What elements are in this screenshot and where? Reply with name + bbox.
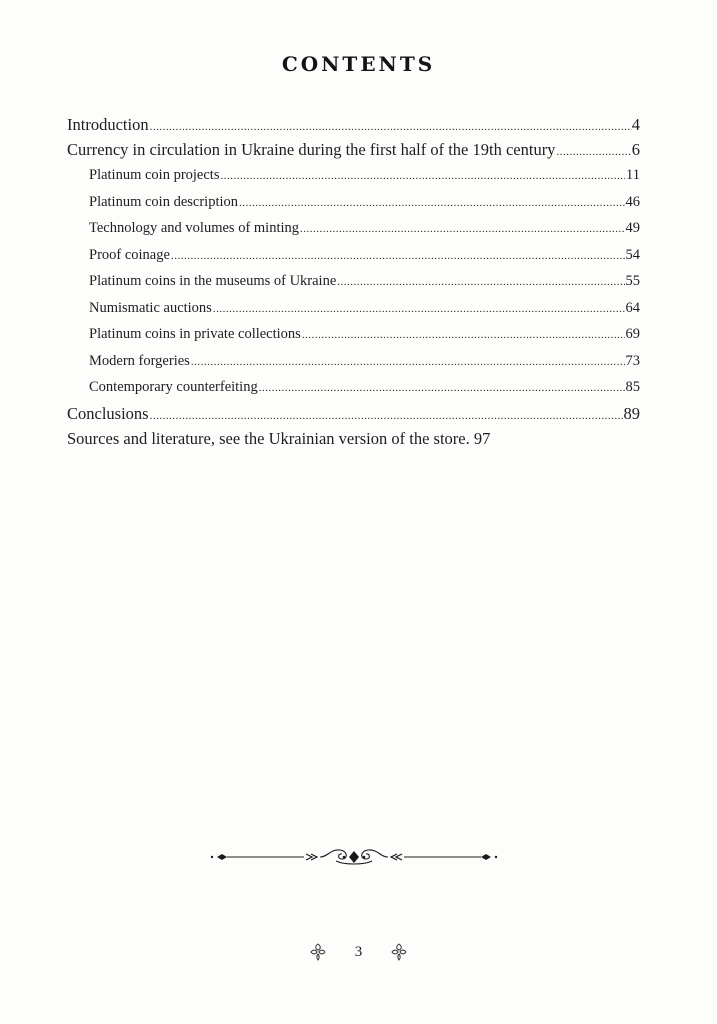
page-footer: [0, 942, 717, 972]
ornamental-divider-icon: [208, 843, 500, 871]
toc-entry-technology[interactable]: [89, 215, 640, 242]
toc-entry-platinum-description[interactable]: [89, 189, 640, 216]
toc-entry-conclusions[interactable]: [67, 401, 640, 426]
dot-leader: [171, 243, 625, 270]
toc-entry-page: 54: [625, 246, 640, 263]
toc-entry-label: Platinum coin description: [89, 193, 239, 210]
toc-entry-modern-forgeries[interactable]: [89, 348, 640, 375]
toc-entry-label: Platinum coin projects: [89, 167, 220, 183]
page-number: 3: [354, 943, 363, 960]
toc-entry-label: Proof coinage: [89, 246, 170, 263]
toc-entry-page: 49: [625, 220, 640, 236]
toc-entry-sources[interactable]: [67, 426, 640, 451]
dot-leader: [337, 269, 624, 296]
dot-leader: [220, 163, 625, 190]
toc-entry-page: 4: [631, 115, 640, 134]
toc-entry-label: Introduction: [67, 115, 149, 134]
toc-entry-private-collections[interactable]: [89, 321, 640, 348]
toc-entry-label: Contemporary counterfeiting: [89, 379, 258, 395]
toc-entry-page: 6: [631, 140, 640, 159]
toc-entry-museums[interactable]: [89, 268, 640, 295]
toc-entry-page: 11: [626, 167, 640, 183]
toc-entry-label: Numismatic auctions: [89, 299, 212, 316]
page-title: CONTENTS: [281, 52, 436, 76]
toc-entry-page: 46: [625, 193, 640, 210]
dot-leader: [259, 375, 625, 402]
fleuron-icon: [390, 942, 408, 962]
toc-entry-label: Technology and volumes of minting: [89, 220, 300, 236]
toc-entry-label: Platinum coins in private collections: [89, 326, 301, 342]
table-of-contents: [67, 112, 640, 451]
toc-entry-proof-coinage[interactable]: [89, 242, 640, 269]
toc-entry-page: 55: [625, 273, 640, 289]
toc-entry-currency[interactable]: [67, 137, 640, 162]
toc-entry-label: Conclusions: [67, 403, 149, 423]
toc-entry-page: 85: [625, 379, 640, 395]
dot-leader: [213, 296, 625, 323]
fleuron-icon: [309, 942, 327, 962]
dot-leader: [556, 140, 630, 165]
toc-entry-page: 64: [625, 299, 640, 316]
toc-entry-contemporary-counterfeiting[interactable]: [89, 374, 640, 401]
toc-entry-auctions[interactable]: [89, 295, 640, 322]
toc-entry-label: Currency in circulation in Ukraine during the first half of the 19th century: [67, 140, 556, 159]
dot-leader: [239, 190, 624, 217]
toc-entry-label: Platinum coins in the museums of Ukraine: [89, 273, 337, 289]
toc-entry-label: Modern forgeries: [89, 352, 190, 369]
toc-entry-introduction[interactable]: [67, 112, 640, 137]
dot-leader: [300, 216, 624, 243]
dot-leader: [302, 322, 625, 349]
toc-entry-page: 89: [623, 403, 640, 423]
dot-leader: [191, 349, 625, 376]
toc-entry-page: 69: [625, 326, 640, 342]
toc-entry-label: Sources and literature, see the Ukrainian version of the store. 97: [67, 428, 491, 448]
toc-entry-platinum-projects[interactable]: [89, 162, 640, 189]
toc-entry-page: 73: [625, 352, 640, 369]
